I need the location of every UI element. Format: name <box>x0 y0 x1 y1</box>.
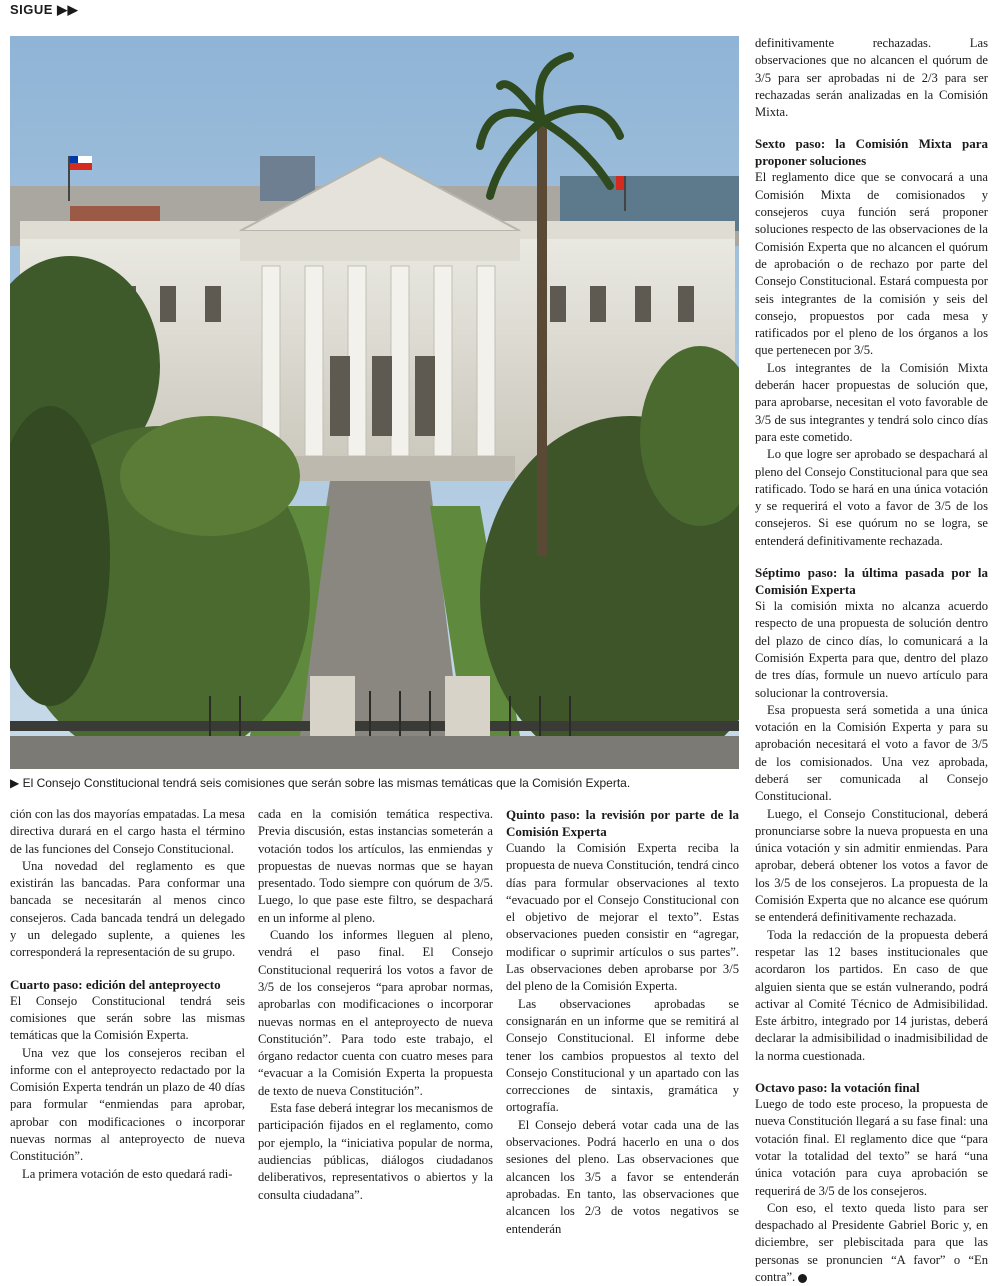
paragraph: Cuando los informes lleguen al pleno, vendrá el paso final. El Consejo Constitucional requerirá los votos a favor de 3/5 de los consejeros “para aprobar normas, aprobarlas con modificaciones o incorporar nuevas normas en el anteproyecto de nueva Constitución”. Para todo este trabajo, el órgano redactor cuenta con cuatro meses para “evacuar a la Comisión Experta la propuesta de texto de nueva Constitución”. <box>258 928 493 1098</box>
paragraph: El reglamento dice que se convocará a una Comisión Mixta de comisionados y consejeros cuya función será proponer soluciones respecto de las observaciones de la Comisión Experta que no alcancen el quórum de aprobación o de rechazo por parte del Consejo Constitucional. Estará compuesta por seis integrantes de la comisión y seis del consejo, propuestos por cada mesa y ratificados por el pleno de los órganos a los que pertenecen por 3/5. <box>755 170 988 358</box>
section-heading: Octavo paso: la votación final <box>755 1080 920 1096</box>
paragraph: Los integrantes de la Comisión Mixta deberán hacer propuestas de solución que, para aprobarse, necesitan el voto favorable de 3/5 de sus integrantes y tendrá solo cinco días para este cometido. <box>755 360 988 444</box>
paragraph: El Consejo deberá votar cada una de las observaciones. Podrá hacerlo en una o dos sesiones del pleno. Las observaciones que alcancen los 3/5 a favor se entenderán aprobadas. En tanto, las observaciones que alcancen los 2/3 de votos negativos se entenderán <box>506 1117 739 1236</box>
paragraph: Esta fase deberá integrar los mecanismos de participación fijados en el reglamento, como por ejemplo, la “iniciativa popular de norma, audiencias públicas, diálogos ciudadanos deliberativos, representativos o abiertos y la consulta ciudadana”. <box>258 1101 493 1202</box>
paragraph: Si la comisión mixta no alcanza acuerdo respecto de una propuesta de solución dentro del plazo de cinco días, lo comunicará a la Comisión Experta para que, dentro del plazo de tres días, formule un nuevo artículo para solucionar la controversia. <box>755 599 988 700</box>
paragraph: La primera votación de esto quedará radi- <box>22 1166 233 1181</box>
paragraph: Cuando la Comisión Experta reciba la propuesta de nueva Constitución, tendrá cinco días para formular observaciones al texto “evacuado por el Consejo Constitucional con el objetivo de mejorar el texto”. Estas observaciones pueden consistir en “agregar, modificar o suprimir artículos o sus partes”. Las observaciones deben aprobarse por 3/5 del pleno de la Comisión Experta. <box>506 841 739 994</box>
end-mark-icon <box>798 1274 807 1283</box>
paragraph: Una vez que los consejeros reciban el informe con el anteproyecto redactado por la Comisión Experta tendrán un plazo de 40 días para formular “enmiendas para aprobar, aprobar con modificaciones o incorporar nuevas normas al anteproyecto de nueva Constitución”. <box>10 1045 245 1164</box>
paragraph: ción con las dos mayorías empatadas. La mesa directiva durará en el cargo hasta el término de las funciones del Consejo Constitucional. <box>10 807 246 856</box>
paragraph: Luego, el Consejo Constitucional, deberá pronunciarse sobre la nueva propuesta en una única votación y sin admitir enmiendas. Para aprobar, deberá obtener los votos a favor de los 3/5 de los consejeros. La propuesta de la Comisión Experta que no alcance ese quórum se entenderá definitivamente rechazada. <box>755 806 988 925</box>
paragraph: Lo que logre ser aprobado se despachará al pleno del Consejo Constitucional para que sea ratificado. Todo se hará en una única votación y se requerirá el voto a favor de 3/5 de los consejeros. Si ese quórum no se logra, se entenderá definitivamente rechazada. <box>755 447 988 548</box>
paragraph: Las observaciones aprobadas se consignarán en un informe que se remitirá al Consejo Constitucional. El informe debe tener los cambios propuestos al texto del Consejo Constitucional y un apartado con las correcciones de sintaxis, gramática y ortografía. <box>506 996 739 1115</box>
paragraph: El Consejo Constitucional tendrá seis comisiones que serán sobre las mismas temáticas que la Comisión Experta. <box>10 993 245 1043</box>
paragraph: definitivamente rechazadas. Las observaciones que no alcancen el quórum de 3/5 para ser aprobadas ni de 2/3 para ser rechazadas serán analizadas en la Comisión Mixta. <box>755 36 988 120</box>
section-heading: Quinto paso: la revisión por parte de la Comisión Experta <box>506 807 739 839</box>
section-heading: Sexto paso: la Comisión Mixta para proponer soluciones <box>755 136 988 169</box>
article-column-1 <box>10 806 245 1183</box>
paragraph: cada en la comisión temática respectiva. Previa discusión, estas instancias someterán a votación todos los artículos, las enmiendas y propuestas de nuevas normas que se hayan presentado. Todo siempre con quórum de 3/5. Luego, lo que pase este filtro, se despachará en un informe al pleno. <box>258 807 493 925</box>
photo-caption: ▶ El Consejo Constitucional tendrá seis comisiones que serán sobre las mismas temáticas que la Comisión Experta. <box>10 776 631 790</box>
sigue-label: SIGUE ▶▶ <box>10 2 79 17</box>
paragraph-text: Con eso, el texto queda listo para ser despachado al Presidente Gabriel Boric y, en diciembre, ser plebiscitada para que las personas se pronuncien “A favor” o “En contra”. <box>755 1200 988 1284</box>
paragraph: Toda la redacción de la propuesta deberá respetar las 12 bases institucionales que acordaron los partidos. En caso de que alguien sienta que se están vulnerando, podrá activar al Comité Técnico de Admisibilidad. Este árbitro, integrado por 14 juristas, deberá declarar la admisibilidad o inadmisibilidad de la norma cuestionada. <box>755 927 988 1063</box>
paragraph-final <box>755 1200 988 1286</box>
section-heading: Séptimo paso: la última pasada por la Comisión Experta <box>755 565 988 598</box>
paragraph: Una novedad del reglamento es que existirán las bancadas. Para conformar una bancada se necesitarán al menos cinco consejeros. Cada bancada tendrá un delegado y un delegado suplente, a quienes les corresponderá la representación de su grupo. <box>10 858 245 960</box>
article-column-2 <box>258 806 493 1204</box>
paragraph: Luego de todo este proceso, la propuesta de nueva Constitución llegará a su fase final: una votación final. El reglamento dice que “para votar la totalidad del texto” se hará “una única votación para cuya aprobación se requerirá de 3/5 de los consejeros. <box>755 1097 988 1198</box>
section-heading: Cuarto paso: edición del anteproyecto <box>10 976 221 992</box>
article-column-3 <box>506 806 739 1238</box>
congress-building-photo <box>10 36 739 769</box>
article-column-4 <box>755 35 988 1286</box>
paragraph: Esa propuesta será sometida a una única votación en la Comisión Experta y para su aprobación necesitará el voto a favor de 3/5 de los comisionados. Una vez aprobada, deberá ser comunicada al Consejo Constitucional. <box>755 702 988 804</box>
